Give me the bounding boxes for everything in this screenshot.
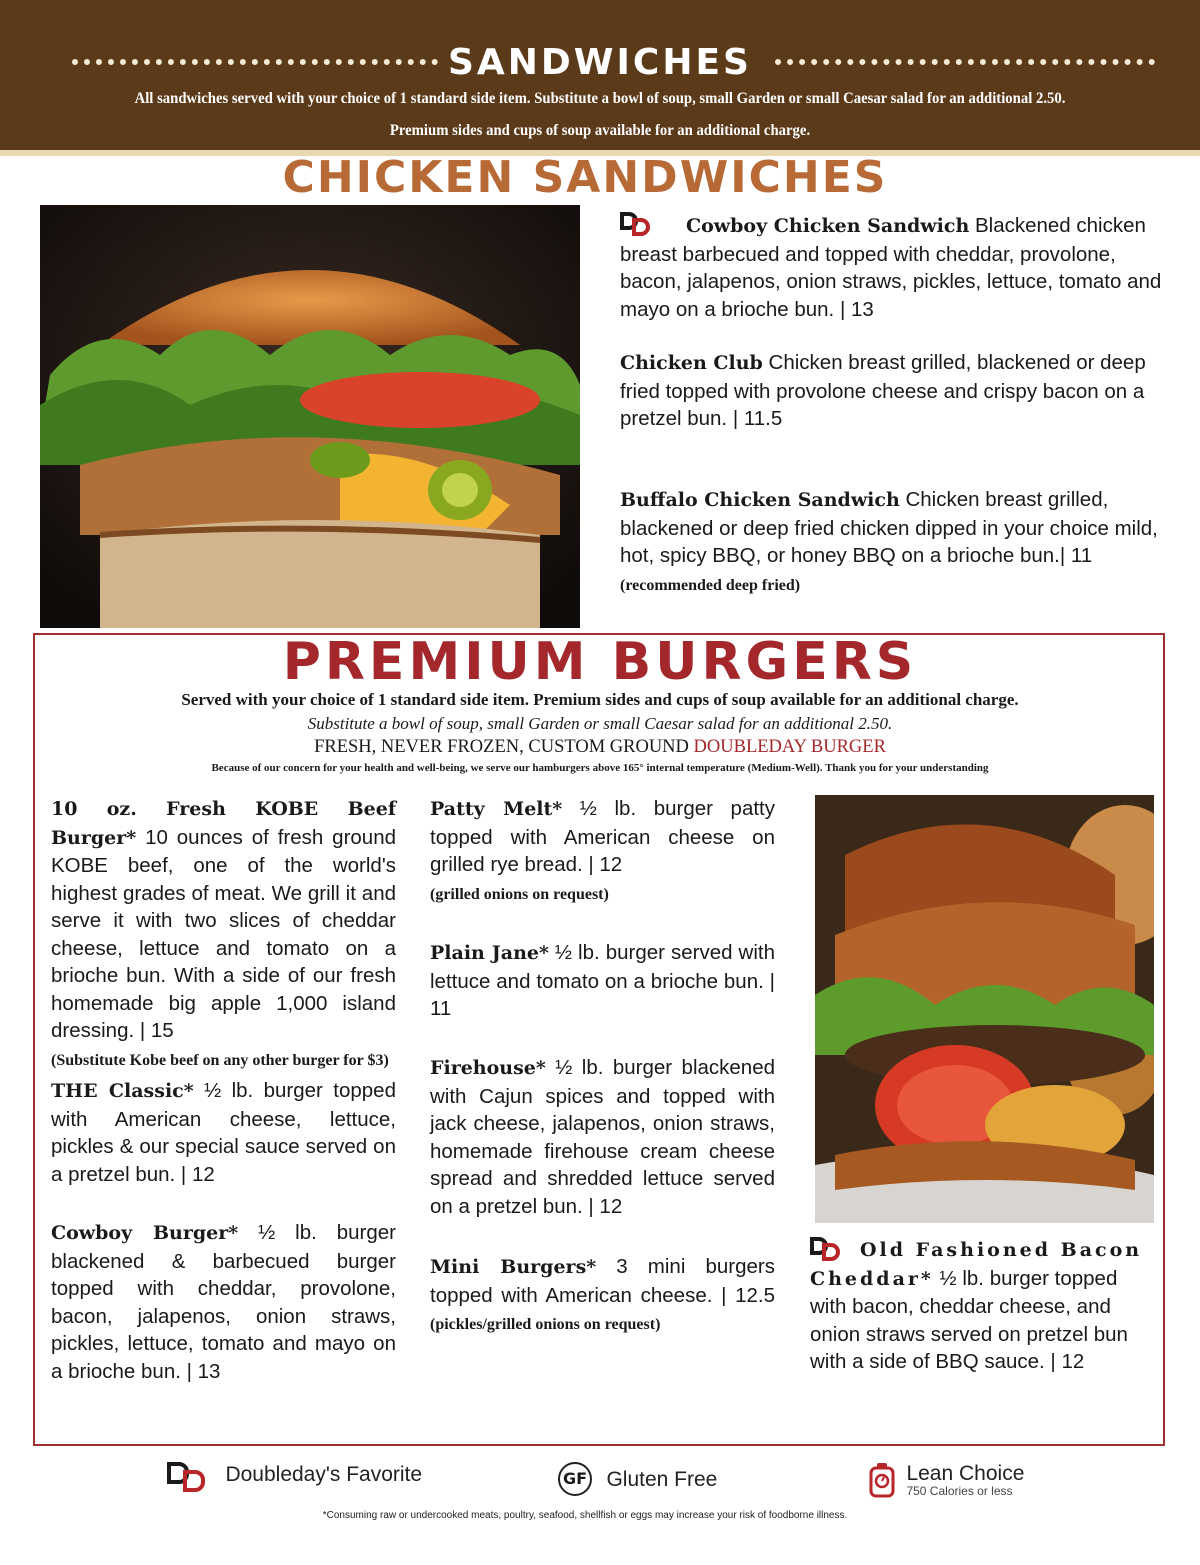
menu-item-chicken-club: Chicken Club Chicken breast grilled, blackened or deep fried topped with provolone cheese and crispy bacon on a pretzel bun. | 11.5 bbox=[620, 351, 1146, 430]
menu-item-the-classic: THE Classic* ½ lb. burger topped with American cheese, lettuce, pickles & our special sauce served on a pretzel bun. | 12 bbox=[51, 1079, 396, 1186]
header-note-2: Premium sides and cups of soup available for an additional charge. bbox=[389, 122, 811, 139]
legend-lean-choice bbox=[868, 1462, 1024, 1500]
foodborne-illness-disclaimer: *Consuming raw or undercooked meats, poultry, seafood, shellfish or eggs may increase your risk of foodborne illness. bbox=[322, 1510, 848, 1521]
menu-item-plain-jane: Plain Jane* ½ lb. burger served with lettuce and tomato on a brioche bun. | 11 bbox=[430, 941, 775, 1020]
doubleday-favorite-icon bbox=[167, 1462, 211, 1492]
doubleday-favorite-icon bbox=[620, 212, 656, 236]
temperature-note: Because of our concern for your health and well-being, we serve our hamburgers above 165° internal temperature (Medium-Well). Thank you for your understanding bbox=[211, 762, 989, 774]
header-note-1: All sandwiches served with your choice of 1 standard side item. Substitute a bowl of soup, small Garden or small Caesar salad for an additional 2.50. bbox=[134, 90, 1066, 107]
legend-favorite-label: Doubleday's Favorite bbox=[225, 1463, 423, 1487]
bacon-cheddar-burger-photo bbox=[815, 795, 1154, 1223]
menu-item-kobe-burger: 10 oz. Fresh KOBE Beef Burger* 10 ounces of fresh ground KOBE beef, one of the world's highest grades of meat. We grill it and serve it with two slices of cheddar cheese, lettuce and tomato on a brioche bun. With a side of our fresh homemade big apple 1,000 island dressing. | 15 (Substitute Kobe beef on any other burger for $3) bbox=[51, 798, 396, 1069]
chicken-heading: CHICKEN SANDWICHES bbox=[282, 152, 888, 203]
menu-item-mini-burgers: Mini Burgers* 3 mini burgers topped with American cheese. | 12.5 (pickles/grilled onions on request) bbox=[430, 1255, 775, 1333]
legend-gluten-free-label: Gluten Free bbox=[606, 1467, 718, 1491]
menu-item-patty-melt: Patty Melt* ½ lb. burger patty topped with American cheese on grilled rye bread. | 12 (grilled onions on request) bbox=[430, 797, 775, 903]
burgers-heading: PREMIUM BURGERS bbox=[282, 632, 918, 692]
gluten-free-icon: GF bbox=[558, 1462, 592, 1496]
lean-choice-icon bbox=[868, 1462, 896, 1498]
section-title: SANDWICHES bbox=[0, 42, 1200, 83]
menu-item-firehouse: Firehouse* ½ lb. burger blackened with Cajun spices and topped with jack cheese, jalapenos, onion straws, homemade firehouse cream cheese spread and shredded lettuce served on a pretzel bun. | 12 bbox=[430, 1056, 775, 1218]
menu-item-buffalo-chicken: Buffalo Chicken Sandwich Chicken breast grilled, blackened or deep fried chicken dipped in your choice mild, hot, spicy BBQ, or honey BBQ on a brioche bun.| 11 (recommended deep fried) bbox=[620, 488, 1158, 594]
legend-favorite bbox=[167, 1462, 422, 1492]
burgers-subtitle-1: Served with your choice of 1 standard side item. Premium sides and cups of soup available for an additional charge. bbox=[181, 690, 1019, 709]
burgers-subtitle-3: FRESH, NEVER FROZEN, CUSTOM GROUND DOUBLEDAY BURGER bbox=[314, 737, 886, 757]
legend-lean-label: Lean Choice bbox=[906, 1462, 1025, 1485]
legend-gluten-free bbox=[558, 1462, 717, 1496]
burgers-subtitle-2: Substitute a bowl of soup, small Garden or small Caesar salad for an additional 2.50. bbox=[307, 714, 893, 733]
chicken-sandwich-photo bbox=[40, 205, 580, 628]
menu-item-bacon-cheddar: Old Fashioned Bacon Cheddar* ½ lb. burger topped with bacon, cheddar cheese, and onion straws served on pretzel bun with a side of BBQ sauce. | 12 bbox=[810, 1236, 1155, 1376]
menu-item-cowboy-chicken: Cowboy Chicken Sandwich Blackened chicken breast barbecued and topped with cheddar, provolone, bacon, jalapenos, onion straws, pickles, lettuce, tomato and mayo on a brioche bun. | 13 bbox=[620, 212, 1165, 323]
doubleday-favorite-icon bbox=[810, 1237, 846, 1261]
legend-lean-sublabel: 750 Calories or less bbox=[906, 1484, 1013, 1498]
menu-item-cowboy-burger: Cowboy Burger* ½ lb. burger blackened & barbecued burger topped with cheddar, provolone, bacon, jalapenos, onion straws, pickles, lettuce, tomato and mayo on a brioche bun. | 13 bbox=[51, 1221, 396, 1383]
